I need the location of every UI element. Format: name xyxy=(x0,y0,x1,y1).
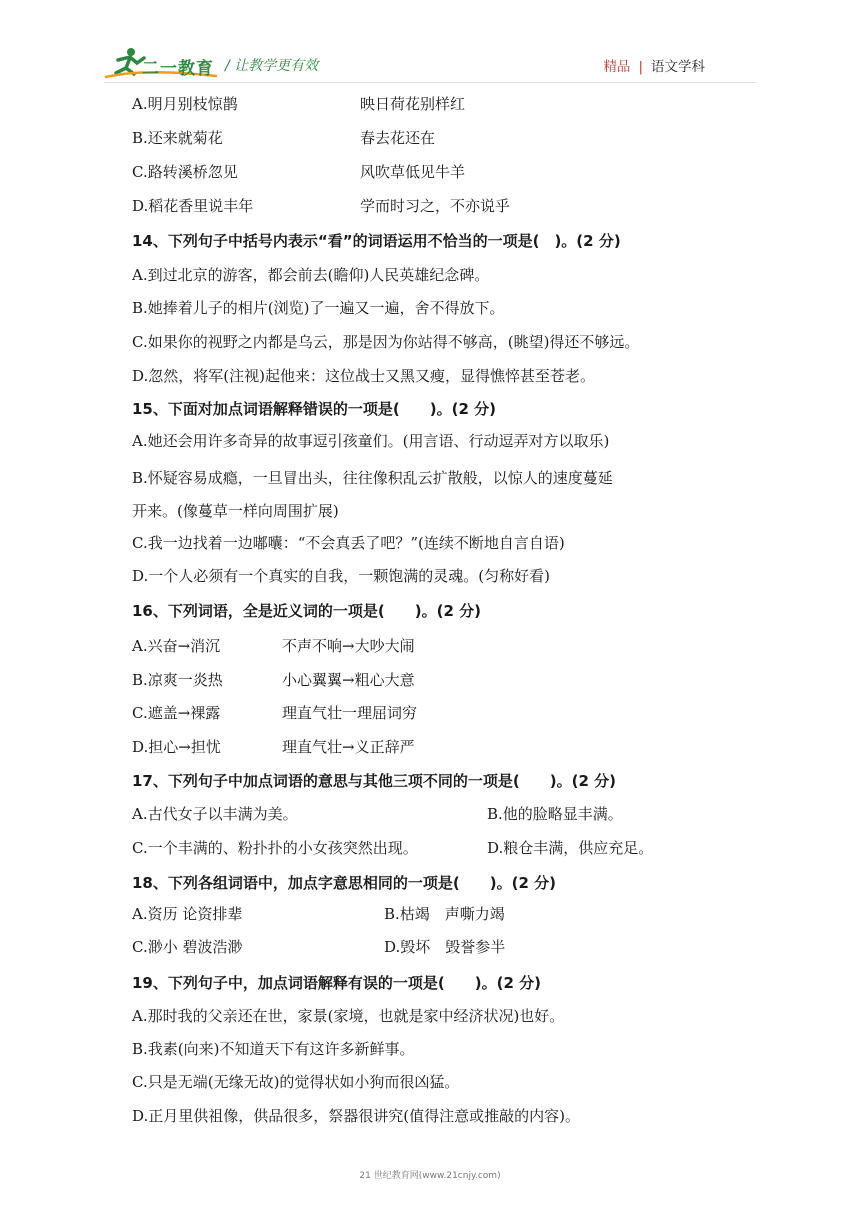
q13-option-a: A.明月别枝惊鹊 xyxy=(132,95,238,113)
q14-option-a: A.到过北京的游客，都会前去(瞻仰)人民英雄纪念碑。 xyxy=(132,266,490,284)
q13-option-a-right: 映日荷花别样红 xyxy=(360,95,466,113)
q15-stem: 15、下面对加点词语解释错误的一项是( )。(2 分) xyxy=(132,400,496,418)
q18-stem: 18、下列各组词语中，加点字意思相同的一项是( )。(2 分) xyxy=(132,874,556,892)
q19-option-d: D.正月里供祖像，供品很多，祭器很讲究(值得注意或推敲的内容)。 xyxy=(132,1107,580,1125)
q16-option-d-right: 理直气壮→义正辞严 xyxy=(282,738,415,756)
q14-option-d: D.忽然，将军(注视)起他来：这位战士又黑又瘦，显得憔悴甚至苍老。 xyxy=(132,367,595,385)
badge-divider: | xyxy=(638,59,643,75)
q13-option-b: B.还来就菊花 xyxy=(132,129,223,147)
q18-option-c: C.渺小 碧波浩渺 xyxy=(132,938,243,956)
header-divider xyxy=(104,82,756,83)
q16-option-c: C.遮盖→裸露 xyxy=(132,704,221,722)
q16-stem: 16、下列词语，全是近义词的一项是( )。(2 分) xyxy=(132,602,481,620)
q13-option-d: D.稻花香里说丰年 xyxy=(132,197,254,215)
page-header xyxy=(0,0,860,88)
q14-stem: 14、下列句子中括号内表示“看”的词语运用不恰当的一项是( )。(2 分) xyxy=(132,232,621,250)
q19-option-b: B.我素(向来)不知道天下有这许多新鲜事。 xyxy=(132,1040,415,1058)
badge-subject: 语文学科 xyxy=(651,59,705,75)
q14-option-b: B.她捧着儿子的相片(浏览)了一遍又一遍，舍不得放下。 xyxy=(132,299,505,317)
q15-option-d: D.一个人必须有一个真实的自我，一颗饱满的灵魂。(匀称好看) xyxy=(132,567,550,585)
q16-option-c-right: 理直气壮一理屈词穷 xyxy=(282,704,418,722)
q15-option-b-line2: 开来。(像蔓草一样向周围扩展) xyxy=(132,502,339,520)
q16-option-a-right: 不声不响→大吵大闹 xyxy=(282,637,415,655)
q17-option-a: A.古代女子以丰满为美。 xyxy=(132,805,298,823)
q13-option-d-right: 学而时习之，不亦说乎 xyxy=(360,197,511,215)
q14-option-c: C.如果你的视野之内都是乌云，那是因为你站得不够高，(眺望)得还不够远。 xyxy=(132,333,640,351)
q16-option-d: D.担心→担忧 xyxy=(132,738,221,756)
q17-option-b: B.他的脸略显丰满。 xyxy=(487,805,623,823)
slogan: / 让教学更有效 xyxy=(225,58,319,74)
q13-option-c: C.路转溪桥忽见 xyxy=(132,163,238,181)
q18-option-b: B.枯竭 声嘶力竭 xyxy=(384,905,505,923)
q19-option-c: C.只是无端(无缘无故)的觉得状如小狗而很凶猛。 xyxy=(132,1073,460,1091)
q17-option-c: C.一个丰满的、粉扑扑的小女孩突然出现。 xyxy=(132,839,418,857)
q16-option-a: A.兴奋→消沉 xyxy=(132,637,221,655)
q17-option-d: D.粮仓丰满，供应充足。 xyxy=(487,839,654,857)
header-badge xyxy=(603,55,705,75)
q15-option-a: A.她还会用许多奇异的故事逗引孩童们。(用言语、行动逗弄对方以取乐) xyxy=(132,432,610,450)
q18-option-a: A.资历 论资排辈 xyxy=(132,905,243,923)
q17-stem: 17、下列句子中加点词语的意思与其他三项不同的一项是( )。(2 分) xyxy=(132,772,616,790)
brand-name: 二一教育 xyxy=(142,59,214,79)
q16-option-b: B.凉爽一炎热 xyxy=(132,671,223,689)
q15-option-b-line1: B.怀疑容易成瘾，一旦冒出头，往往像积乱云扩散般，以惊人的速度蔓延 xyxy=(132,469,613,487)
badge-quality: 精品 xyxy=(603,59,631,75)
q13-option-b-right: 春去花还在 xyxy=(360,129,436,147)
q15-option-c: C.我一边找着一边嘟囔：“不会真丢了吧？”(连续不断地自言自语) xyxy=(132,534,565,552)
q18-option-d: D.毁坏 毁誉参半 xyxy=(384,938,506,956)
q19-stem: 19、下列句子中，加点词语解释有误的一项是( )。(2 分) xyxy=(132,974,541,992)
page-footer: 21 世纪教育网(www.21cnjy.com) xyxy=(359,1171,501,1181)
q19-option-a: A.那时我的父亲还在世，家景(家境，也就是家中经济状况)也好。 xyxy=(132,1007,565,1025)
q16-option-b-right: 小心翼翼→粗心大意 xyxy=(282,671,415,689)
q13-option-c-right: 风吹草低见牛羊 xyxy=(360,163,466,181)
